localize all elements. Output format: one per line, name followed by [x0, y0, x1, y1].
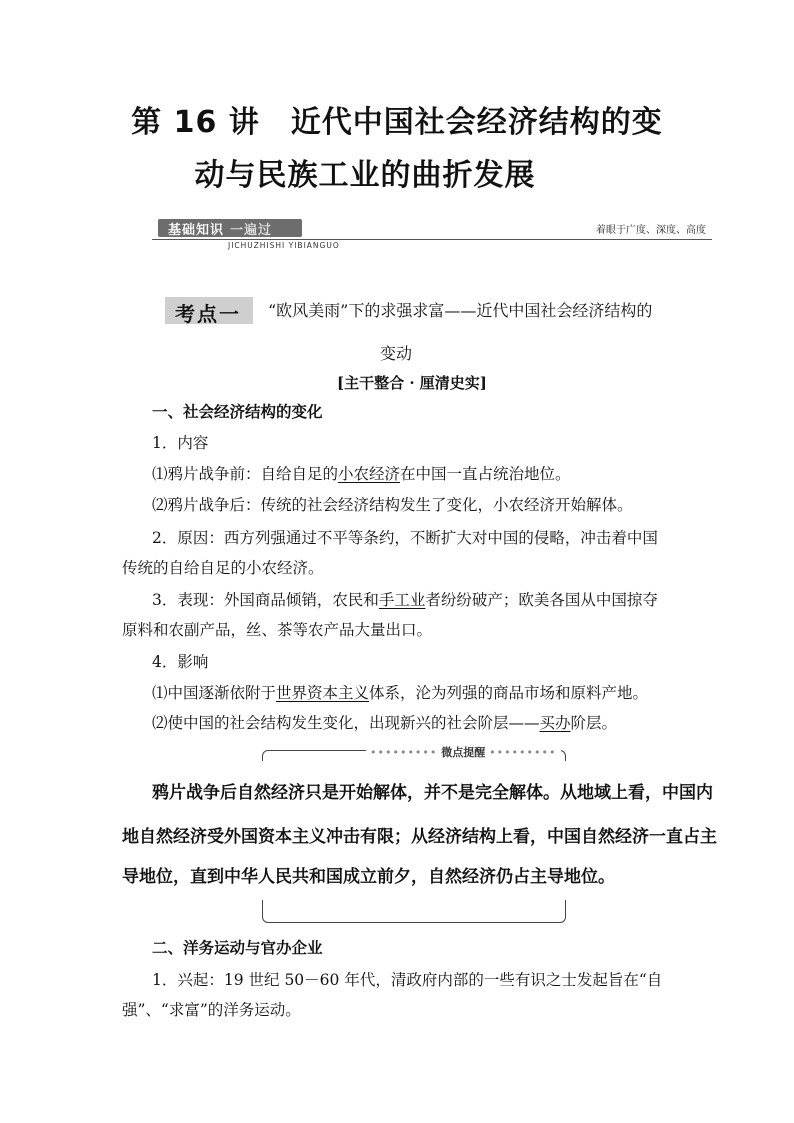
tip-line3: 导地位，直到中华人民共和国成立前夕，自然经济仍占主导地位。 [122, 867, 615, 887]
section1-heading: 一、社会经济结构的变化 [152, 402, 323, 421]
banner-pinyin: JICHUZHISHI YIBIANGUO [224, 241, 344, 250]
tip-box-footer [262, 900, 566, 923]
banner-divider [152, 239, 712, 240]
section2-heading: 二、洋务运动与官办企业 [152, 938, 323, 957]
section-banner [152, 216, 712, 248]
banner-tip: 着眼于广度、深度、高度 [596, 225, 706, 236]
underlined-term: 世界资本主义 [276, 684, 370, 702]
kaodian-sub-header: [主干整合 · 厘清史实] [337, 374, 487, 392]
reason-line1: 2．原因：西方列强通过不平等条约，不断扩大对中国的侵略，冲击着中国 [152, 529, 658, 547]
performance-line2: 原料和农副产品，丝、茶等农产品大量出口。 [122, 621, 433, 639]
impact-item1: ⑴中国逐渐依附于世界资本主义体系，沦为列强的商品市场和原料产地。 [152, 684, 649, 702]
rise-line2: 强”、“求富”的洋务运动。 [122, 1001, 301, 1019]
tip-box-header: ••••••••• 微点提醒 ••••••••• [262, 744, 566, 758]
page-title-line1: 第 16 讲 近代中国社会经济结构的变 [131, 105, 663, 140]
banner-tag-main: 基础知识 [168, 223, 225, 238]
underlined-term: 手工业 [378, 591, 426, 609]
kaodian-title-line1: “欧风美雨”下的求强求富——近代中国社会经济结构的 [268, 301, 653, 320]
page-title-line2: 动与民族工业的曲折发展 [194, 158, 536, 193]
kaodian-badge [165, 297, 253, 324]
banner-tag [158, 219, 302, 237]
content-heading: 1．内容 [152, 434, 209, 452]
tip-box-label: 微点提醒 [441, 746, 486, 759]
content-item1: ⑴鸦片战争前：自给自足的小农经济在中国一直占统治地位。 [152, 465, 571, 483]
rise-line1: 1．兴起：19 世纪 50－60 年代，清政府内部的一些有识之士发起旨在“自 [152, 971, 663, 989]
tip-line1: 鸦片战争后自然经济只是开始解体，并不是完全解体。从地域上看，中国内 [152, 783, 713, 803]
kaodian-badge-label: 考点一 [175, 302, 241, 326]
impact-item2: ⑵使中国的社会结构发生变化，出现新兴的社会阶层——买办阶层。 [152, 714, 618, 732]
performance-line1: 3．表现：外国商品倾销，农民和手工业者纷纷破产；欧美各国从中国掠夺 [152, 591, 658, 609]
tip-line2: 地自然经济受外国资本主义冲击有限；从经济结构上看，中国自然经济一直占主 [122, 827, 717, 847]
underlined-term: 小农经济 [338, 465, 401, 483]
underlined-term: 买办 [539, 714, 571, 732]
banner-tag-sub: 一遍过 [230, 223, 273, 238]
impact-heading: 4．影响 [152, 653, 209, 671]
reason-line2: 传统的自给自足的小农经济。 [122, 559, 324, 577]
kaodian-title-line2: 变动 [380, 344, 413, 363]
content-item2: ⑵鸦片战争后：传统的社会经济结构发生了变化，小农经济开始解体。 [152, 496, 633, 514]
